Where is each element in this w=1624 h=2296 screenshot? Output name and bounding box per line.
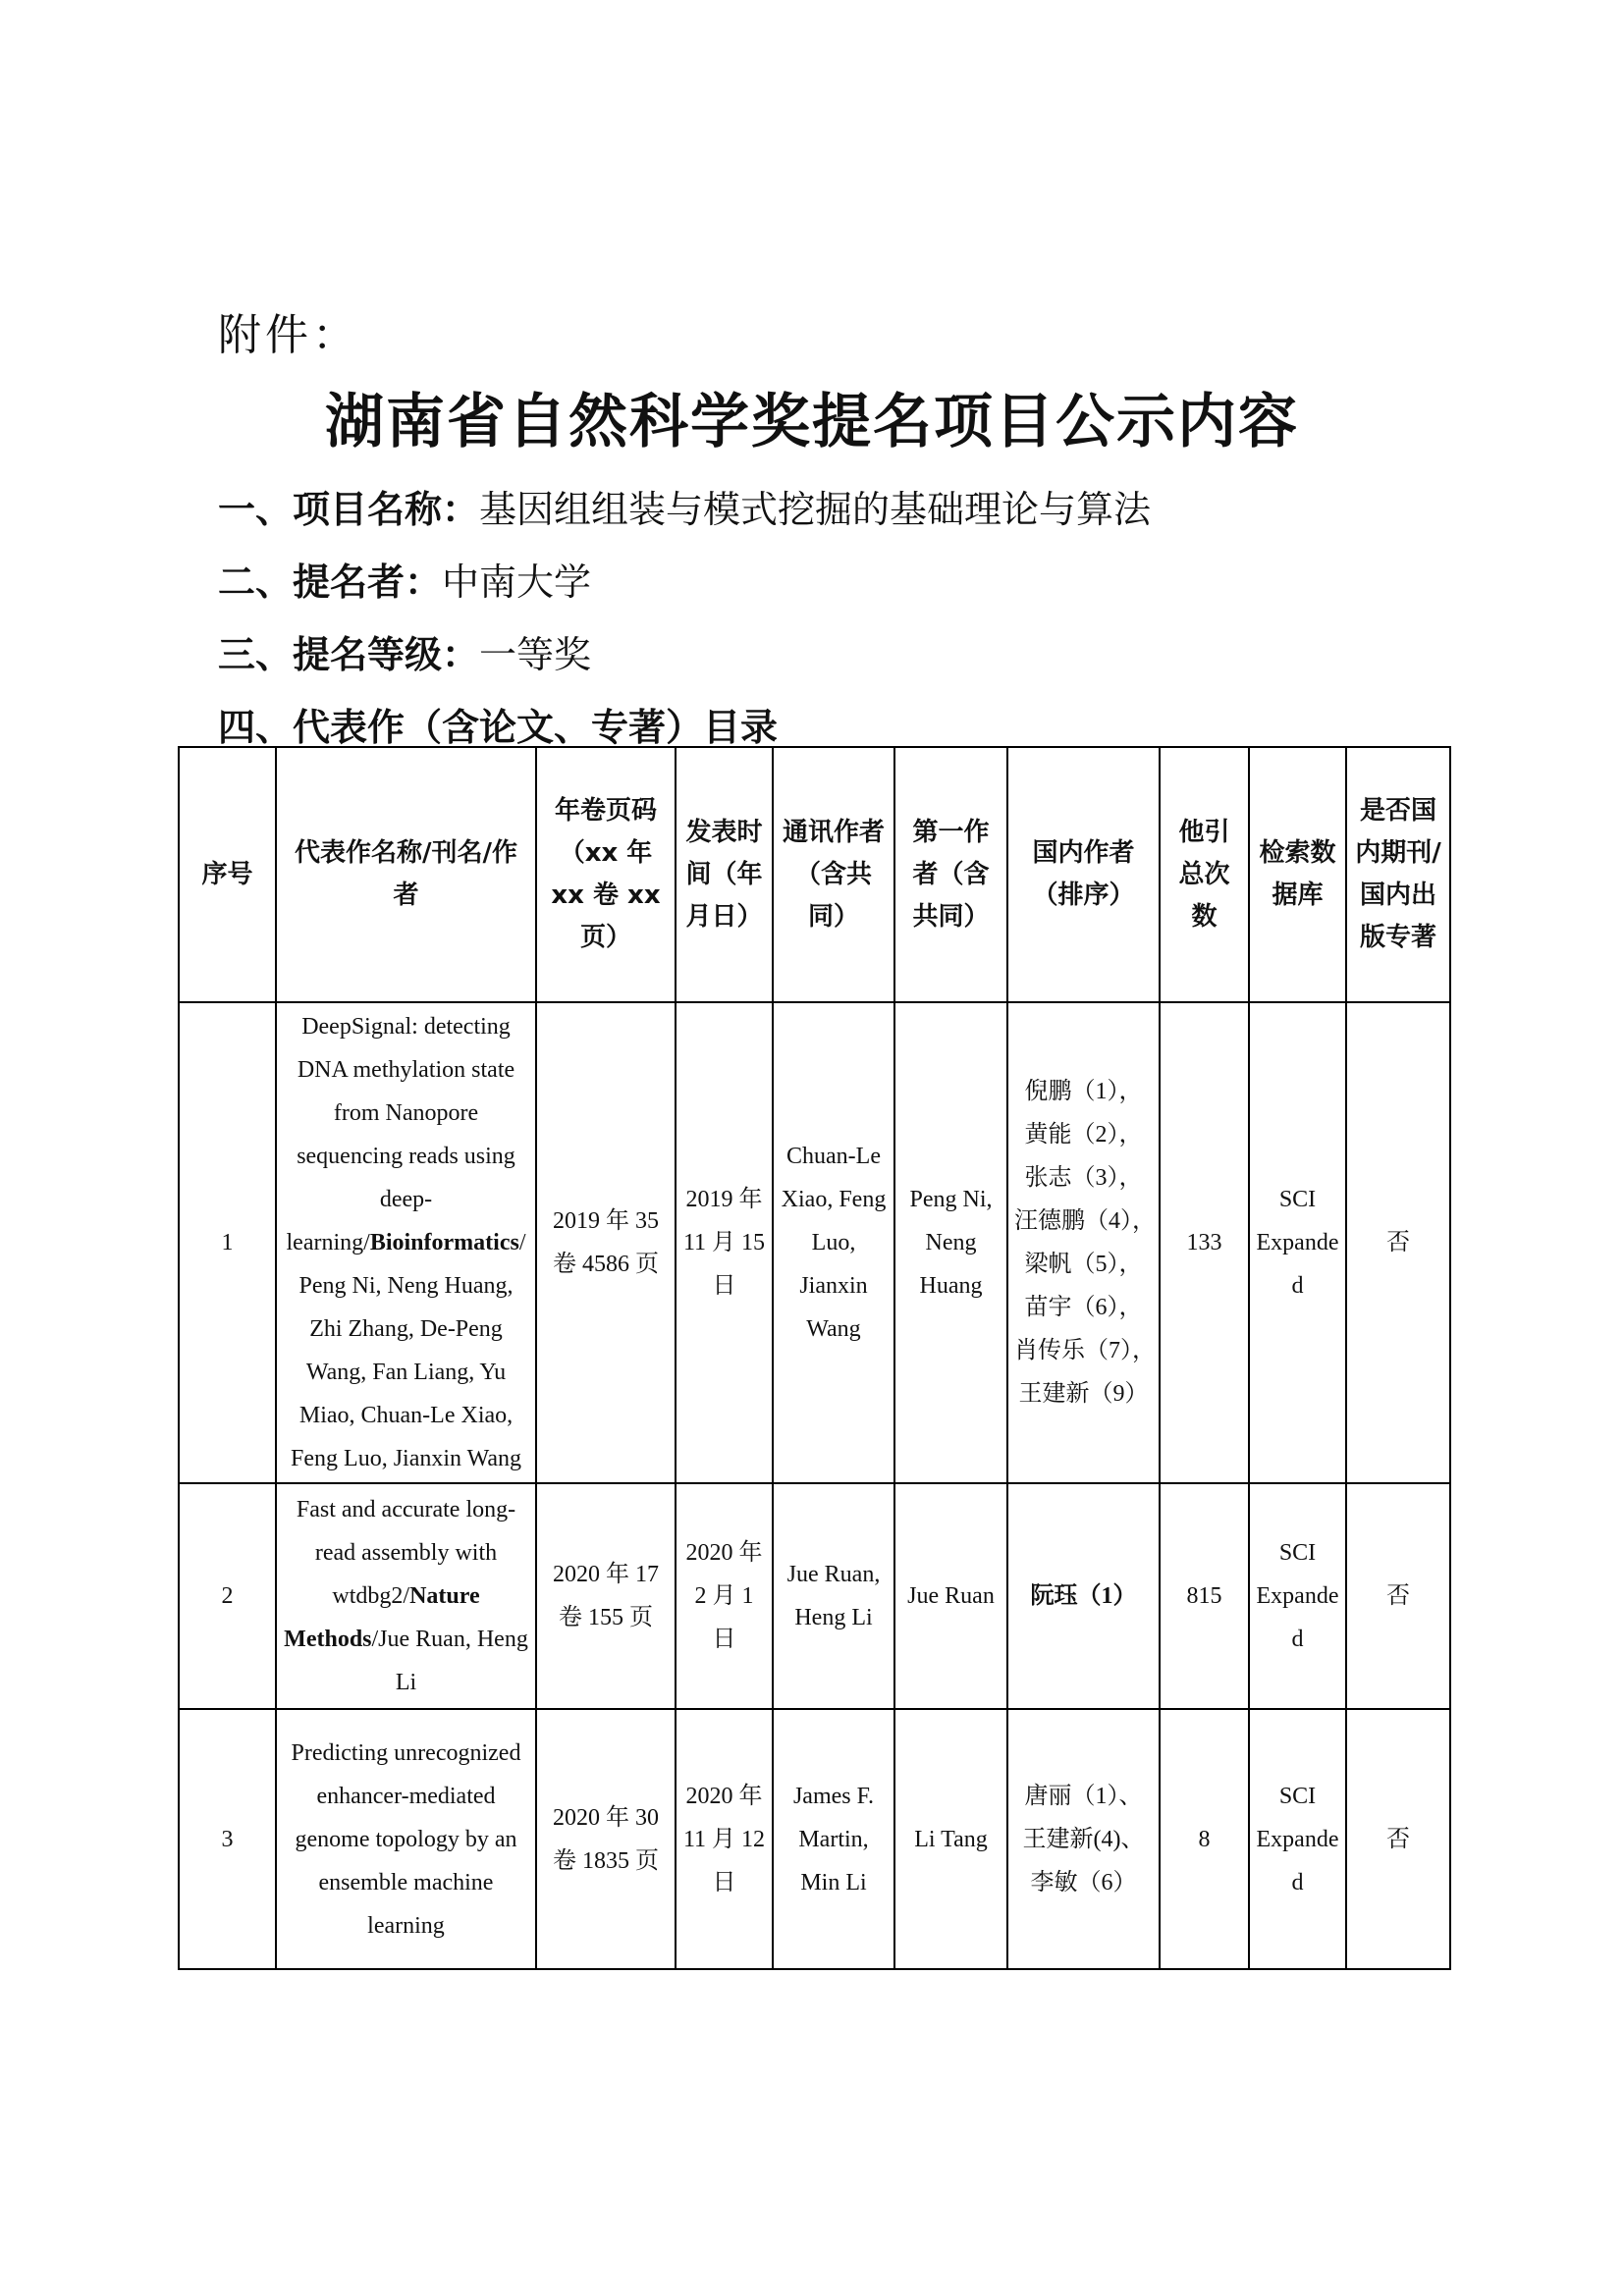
work-title: DeepSignal: detecting DNA methylation state from Nanopore sequencing reads using deep-learning/ xyxy=(286,1014,515,1255)
cell-domestic-authors xyxy=(1007,1002,1160,1483)
domestic-author: 汪德鹏（4）， xyxy=(1014,1208,1156,1234)
header-title: 代表作名称/刊名/作者 xyxy=(276,747,536,1002)
work-title: Fast and accurate long-read assembly with wtdbg2/ xyxy=(296,1497,516,1609)
domestic-author: 张志（3）， xyxy=(1024,1165,1143,1191)
cell-database: SCI Expanded xyxy=(1249,1002,1346,1483)
header-pages: 年卷页码（xx 年 xx 卷 xx 页） xyxy=(536,747,676,1002)
header-database: 检索数据库 xyxy=(1249,747,1346,1002)
domestic-author: 王建新（9） xyxy=(1018,1381,1149,1407)
cell-title xyxy=(276,1002,536,1483)
header-domestic-authors: 国内作者（排序） xyxy=(1007,747,1160,1002)
header-citations: 他引总次数 xyxy=(1160,747,1249,1002)
domestic-author: 倪鹏（1）， xyxy=(1024,1079,1143,1104)
domestic-author: 唐丽（1）、 xyxy=(1024,1783,1143,1809)
attachment-label: 附件： xyxy=(218,310,359,360)
info-key: 四、代表作（含论文、专著）目录 xyxy=(218,705,779,749)
domestic-author: 李敏（6） xyxy=(1030,1869,1137,1896)
info-project-name xyxy=(218,479,1151,533)
info-key: 二、提名者： xyxy=(218,560,443,604)
domestic-author: 梁帆（5）， xyxy=(1024,1252,1143,1277)
work-authors: /Jue Ruan, Heng Li xyxy=(371,1627,528,1695)
cell-database: SCI Expanded xyxy=(1249,1483,1346,1709)
header-date: 发表时间（年月日） xyxy=(676,747,773,1002)
page-title: 湖南省自然科学奖提名项目公示内容 xyxy=(325,388,1299,456)
work-title: Predicting unrecognized enhancer-mediated genome topology by an ensemble machine learning xyxy=(291,1739,521,1939)
cell-title xyxy=(276,1709,536,1969)
cell-no: 3 xyxy=(179,1709,276,1969)
cell-domestic-authors xyxy=(1007,1709,1160,1969)
cell-pages: 2019 年 35 卷 4586 页 xyxy=(536,1002,676,1483)
domestic-author: 王建新(4)、 xyxy=(1022,1826,1145,1852)
header-no: 序号 xyxy=(179,747,276,1002)
cell-citations: 133 xyxy=(1160,1002,1249,1483)
cell-corresponding: James F. Martin, Min Li xyxy=(773,1709,894,1969)
cell-pages: 2020 年 17 卷 155 页 xyxy=(536,1483,676,1709)
cell-first-author: Peng Ni, Neng Huang xyxy=(894,1002,1007,1483)
domestic-author: 阮珏（1） xyxy=(1030,1583,1137,1609)
info-value: 基因组组装与模式挖掘的基础理论与算法 xyxy=(479,488,1152,531)
cell-domestic-authors xyxy=(1007,1483,1160,1709)
domestic-author: 肖传乐（7）， xyxy=(1014,1338,1156,1363)
info-key: 一、项目名称： xyxy=(218,487,480,531)
cell-date: 2020 年 2 月 1 日 xyxy=(676,1483,773,1709)
journal-name: Bioinformatics xyxy=(369,1230,519,1255)
cell-citations: 8 xyxy=(1160,1709,1249,1969)
info-level xyxy=(218,624,591,678)
cell-citations: 815 xyxy=(1160,1483,1249,1709)
cell-database: SCI Expanded xyxy=(1249,1709,1346,1969)
cell-no: 1 xyxy=(179,1002,276,1483)
cell-pages: 2020 年 30 卷 1835 页 xyxy=(536,1709,676,1969)
cell-title xyxy=(276,1483,536,1709)
header-domestic-journal: 是否国内期刊/国内出版专著 xyxy=(1346,747,1450,1002)
info-value: 一等奖 xyxy=(479,633,592,676)
info-value: 中南大学 xyxy=(442,561,592,604)
cell-domestic-journal: 否 xyxy=(1346,1709,1450,1969)
cell-date: 2019 年 11 月 15 日 xyxy=(676,1002,773,1483)
cell-domestic-journal: 否 xyxy=(1346,1002,1450,1483)
works-table xyxy=(178,746,1451,1970)
info-key: 三、提名等级： xyxy=(218,632,480,676)
table-row xyxy=(179,1002,1450,1483)
info-works-heading xyxy=(218,697,778,751)
header-first-author: 第一作者（含共同） xyxy=(894,747,1007,1002)
domestic-author: 黄能（2）， xyxy=(1024,1122,1143,1148)
work-authors: /Peng Ni, Neng Huang, Zhi Zhang, De-Peng Wang, Fan Liang, Yu Miao, Chuan-Le Xiao, Feng Luo, Jianxin Wang xyxy=(291,1230,526,1471)
cell-no: 2 xyxy=(179,1483,276,1709)
table-row xyxy=(179,1483,1450,1709)
cell-first-author: Jue Ruan xyxy=(894,1483,1007,1709)
cell-domestic-journal: 否 xyxy=(1346,1483,1450,1709)
cell-date: 2020 年 11 月 12 日 xyxy=(676,1709,773,1969)
info-nominator xyxy=(218,552,591,606)
table-header-row xyxy=(179,747,1450,1002)
domestic-author: 苗宇（6）， xyxy=(1024,1295,1143,1320)
header-corresponding: 通讯作者（含共同） xyxy=(773,747,894,1002)
cell-corresponding: Chuan-Le Xiao, Feng Luo, Jianxin Wang xyxy=(773,1002,894,1483)
cell-corresponding: Jue Ruan, Heng Li xyxy=(773,1483,894,1709)
cell-first-author: Li Tang xyxy=(894,1709,1007,1969)
journal-name: Nature Methods xyxy=(284,1583,480,1652)
table-row xyxy=(179,1709,1450,1969)
